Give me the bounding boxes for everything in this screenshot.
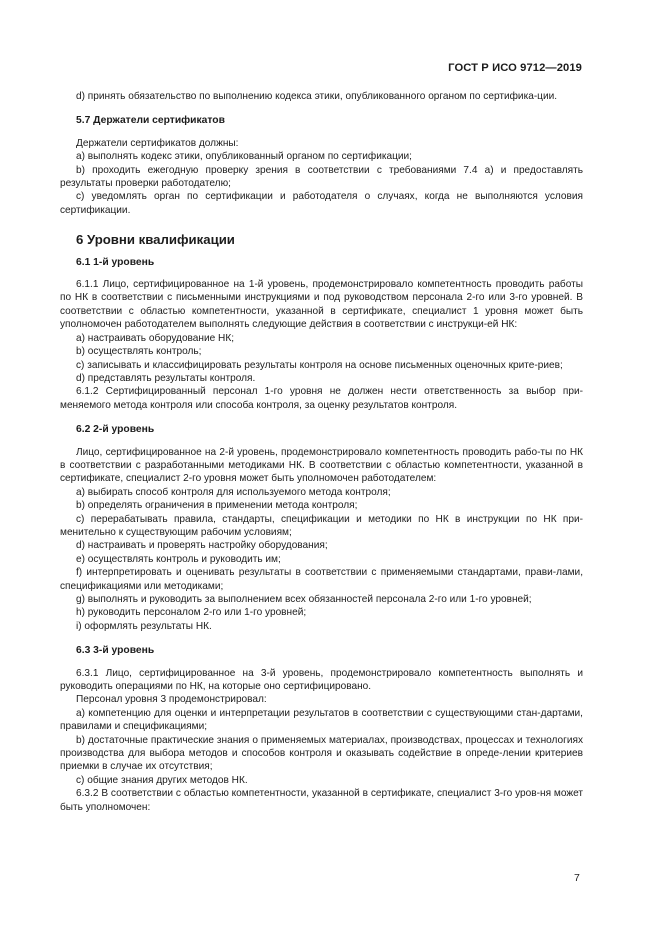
paragraph: c) общие знания других методов НК. <box>76 774 248 786</box>
paragraph: g) выполнять и руководить за выполнением всех обязанностей персонала 2-го или 1-го уровней; <box>76 594 532 605</box>
document-body <box>60 90 583 814</box>
paragraph: b) определять ограничения в применении метода контроля; <box>76 500 358 512</box>
paragraph: b) проходить ежегодную проверку зрения в соответствии с требованиями 7.4 а) и предоставлять результаты проверки работодателю; <box>60 164 583 190</box>
paragraph: f) интерпретировать и оценивать результаты в соответствии с применяемыми стандартами, прави-лами, спецификациями или методиками; <box>60 567 583 592</box>
subsection-heading: 6.3 3-й уровень <box>76 645 155 657</box>
paragraph: b) осуществлять контроль; <box>76 346 202 358</box>
paragraph: Лицо, сертифицированное на 2-й уровень, продемонстрировало компетентность проводить рабо-ты по НК в соответствии с разработанными методиками НК. В соответствии с областью компетентности, указанной в сертификате, специалист 2-го уровня может быть уполномочен работодателем: <box>60 446 583 485</box>
document-code-header: ГОСТ Р ИСО 9712—2019 <box>448 62 582 74</box>
spacer <box>60 103 583 114</box>
paragraph: d) настраивать и проверять настройку оборудования; <box>76 540 328 552</box>
paragraph: i) оформлять результаты НК. <box>76 620 212 632</box>
paragraph: 6.3.1 Лицо, сертифицированное на 3-й уровень, продемонстрировало компетентность выполнять и руководить операциями по НК, на которые оно сертифицировано. <box>60 667 583 693</box>
subsection-heading: 5.7 Держатели сертификатов <box>76 115 225 127</box>
spacer <box>60 658 583 667</box>
spacer <box>60 217 583 233</box>
paragraph: h) руководить персоналом 2-го или 1-го уровней; <box>76 607 307 619</box>
spacer <box>60 128 583 137</box>
paragraph: e) осуществлять контроль и руководить им; <box>76 553 281 565</box>
subsection-heading: 6.2 2-й уровень <box>76 424 155 436</box>
section-heading: 6 Уровни квалификации <box>76 232 235 248</box>
paragraph: 6.1.2 Сертифицированный персонал 1-го уровня не должен нести ответственность за выбор при-меняемого метода контроля или способа контроля, за оценку результатов контроля. <box>60 386 583 411</box>
paragraph: а) выполнять кодекс этики, опубликованный органом по сертификации; <box>76 151 412 163</box>
paragraph: 6.3.2 В соответствии с областью компетентности, указанной в сертификате, специалист 3-го уров-ня может быть уполномочен: <box>60 788 583 813</box>
paragraph: b) достаточные практические знания о применяемых материалах, производствах, процессах и технологиях производства для выбора методов и способов контроля и оказывать содействие в опреде-лении критериев приемки в случае их отсутствия; <box>60 734 583 773</box>
page-number: 7 <box>574 872 580 884</box>
paragraph: а) выбирать способ контроля для используемого метода контроля; <box>76 486 391 498</box>
paragraph: d) принять обязательство по выполнению кодекса этики, опубликованного органом по сертифика-ции. <box>76 91 558 102</box>
paragraph: c) записывать и классифицировать результаты контроля на основе письменных оценочных крите-риев; <box>76 359 563 371</box>
subsection-heading: 6.1 1-й уровень <box>76 256 155 268</box>
spacer <box>60 437 583 446</box>
paragraph: Персонал уровня 3 продемонстрировал: <box>76 694 267 706</box>
paragraph: Держатели сертификатов должны: <box>76 137 239 149</box>
paragraph: а) настраивать оборудование НК; <box>76 332 235 344</box>
paragraph: d) представлять результаты контроля. <box>76 372 256 384</box>
spacer <box>60 247 583 256</box>
paragraph: а) компетенцию для оценки и интерпретации результатов в соответствии с существующими стан-дартами, правилами и спецификациями; <box>60 707 583 733</box>
spacer <box>60 269 583 278</box>
spacer <box>60 633 583 644</box>
paragraph: c) уведомлять орган по сертификации и работодателя о случаях, когда не выполняются условия сертификации. <box>60 191 583 216</box>
paragraph: c) перерабатывать правила, стандарты, спецификации и методики по НК в инструкции по НК при-менительно к существующим рабочим условиям; <box>60 513 583 538</box>
spacer <box>60 412 583 423</box>
paragraph: 6.1.1 Лицо, сертифицированное на 1-й уровень, продемонстрировало компетентность проводить работы по НК в соответствии с письменными инструкциями и под руководством персонала 2-го или 3-го уровней. В соответствии с областью компетентности, указанной в сертификате, специалист 1 уровня может быть уполномочен работодателем выполнять следующие действия в соответствии с инструкци-ей НК: <box>60 279 583 331</box>
